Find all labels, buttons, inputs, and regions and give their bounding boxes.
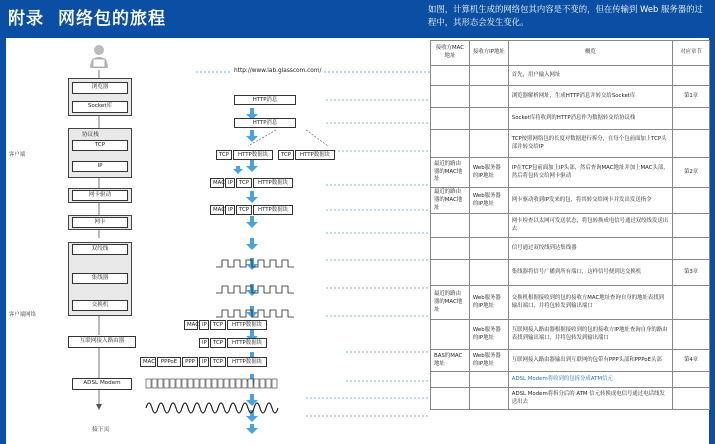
table-row [431, 108, 710, 130]
http-data-tag-4: HTTP数据块 [253, 205, 293, 215]
cell-ip: Web服务器的IP地址 [469, 286, 508, 320]
cell-mac [431, 388, 470, 410]
col-header-overview: 概览 [508, 41, 672, 66]
ip-box: IP [72, 161, 128, 172]
cell-chapter [673, 320, 710, 350]
cell-mac: 最近的路由器的MAC地址 [431, 286, 470, 320]
http-data-tag-5: HTTP数据块 [227, 320, 267, 330]
cell-ip [469, 388, 508, 410]
title-text: 网络包的旅程 [58, 9, 166, 29]
mac-tag-1: MAC [210, 178, 224, 188]
table-row [431, 260, 710, 286]
cell-ip [469, 260, 508, 286]
tcp-tag-2: TCP [278, 150, 294, 160]
browser-box: 浏览器 [72, 82, 128, 94]
nic-driver-box: 网卡驱动 [72, 190, 128, 201]
summary-table [430, 40, 710, 410]
cell-overview: 互联网接入路由器根据接收到的包的接收方IP地址查询自身的路由表找到输出端口，并将包转发到输出端口 [508, 320, 672, 350]
cell-mac [431, 320, 470, 350]
cell-overview: 网卡检查以太网可发送状态，将包转换成电信号通过双绞线发送出去 [508, 214, 672, 238]
cell-overview: 互联网接入路由器输出到互联网的包带有PPP头部和PPPoE头部 [508, 350, 672, 372]
col-header-chapter: 对应章节 [673, 41, 710, 66]
page-title [8, 4, 180, 29]
table-row [431, 388, 710, 410]
cell-ip [469, 66, 508, 86]
cell-chapter [673, 372, 710, 388]
side-label-client: 客户端 [9, 152, 26, 158]
switch-box: 交换机 [72, 300, 128, 311]
cell-chapter [673, 108, 710, 130]
cell-ip [469, 86, 508, 108]
http-data-tag-3: HTTP数据块 [253, 178, 293, 188]
router-box: 互联网接入路由器 [68, 336, 136, 348]
http-data-tag-1: HTTP数据块 [233, 150, 273, 160]
cell-ip [469, 108, 508, 130]
cell-mac: 最近的路由器的MAC地址 [431, 188, 470, 214]
cell-overview: TCP按照网络包的长度对数据进行拆分，在每个包前面加上TCP头部并转交给IP [508, 130, 672, 158]
mac-tag-3: MAC [184, 320, 198, 330]
cell-overview: 浏览器解析网址，生成HTTP消息并转交给Socket库 [508, 86, 672, 108]
cell-mac [431, 372, 470, 388]
cell-mac [431, 108, 470, 130]
cell-chapter: 第2章 [673, 158, 710, 188]
cell-overview: 集线器将信号广播到所有端口，这样信号便到达交换机 [508, 260, 672, 286]
http-data-tag-2: HTTP数据块 [295, 150, 335, 160]
cell-overview: ADSL Modem将收到的包拆分成ATM信元 [508, 372, 672, 388]
table-row [431, 66, 710, 86]
cell-chapter [673, 188, 710, 214]
table-row [431, 238, 710, 260]
twisted-pair-box: 双绞线 [72, 244, 128, 255]
table-row [431, 350, 710, 372]
tcp-tag-4: TCP [236, 205, 252, 215]
cell-chapter [673, 214, 710, 238]
hub-box: 集线器 [72, 273, 128, 284]
ip-tag-2: IP [225, 205, 235, 215]
side-label-network: 客户端网络 [9, 312, 36, 318]
cell-ip: Web服务器的IP地址 [469, 188, 508, 214]
table-row [431, 372, 710, 388]
tcp-box: TCP [72, 140, 128, 151]
url-label: http://www.lab.glasscom.com/ [234, 68, 322, 74]
adsl-modem-box: ADSL Modem [72, 378, 132, 390]
cell-ip [469, 372, 508, 388]
protocol-stack-label: 协议栈 [82, 132, 99, 138]
ip-tag-5: IP [199, 357, 209, 367]
nic-box: 网卡 [72, 217, 128, 228]
cell-ip: Web服务器的IP地址 [469, 350, 508, 372]
cell-overview: ADSL Modem将拆分后的 ATM 信元转换成电信号通过电话线发送出去 [508, 388, 672, 410]
cell-chapter [673, 286, 710, 320]
cell-chapter [673, 130, 710, 158]
cell-ip: Web服务器的IP地址 [469, 158, 508, 188]
cell-mac [431, 66, 470, 86]
http-data-tag-6: HTTP数据块 [227, 338, 267, 348]
cell-overview: 信号通过双绞线到达集线器 [508, 238, 672, 260]
table-row [431, 130, 710, 158]
cell-chapter: 第1章 [673, 86, 710, 108]
ip-tag-1: IP [225, 178, 235, 188]
tcp-tag-1: TCP [216, 150, 232, 160]
tcp-tag-6: TCP [210, 338, 226, 348]
cell-ip: Web服务器的IP地址 [469, 320, 508, 350]
table-row [431, 286, 710, 320]
cell-mac [431, 130, 470, 158]
table-row [431, 214, 710, 238]
cell-ip [469, 214, 508, 238]
cell-chapter [673, 66, 710, 86]
cell-mac: BAS的MAC地址 [431, 350, 470, 372]
cell-overview: 网卡驱动收到IP发来的包，将其转交给网卡并发出发送指令 [508, 188, 672, 214]
http-message-tag-2: HTTP消息 [234, 118, 296, 128]
user-icon [90, 45, 108, 68]
table-row [431, 158, 710, 188]
cell-mac: 最近的路由器的MAC地址 [431, 158, 470, 188]
col-header-ip: 接收方IP地址 [469, 41, 508, 66]
mac-tag-4: MAC [140, 357, 156, 367]
col-header-mac: 接收方MAC地址 [431, 41, 470, 66]
ip-tag-4: IP [199, 338, 209, 348]
tcp-tag-3: TCP [236, 178, 252, 188]
table-header-row [431, 41, 710, 66]
page-description: 如图，计算机生成的网络包其内容是不变的，但在传输到 Web 服务器的过程中，其形态会发生变化。 [428, 4, 703, 27]
cell-chapter [673, 238, 710, 260]
http-message-tag: HTTP消息 [234, 95, 296, 105]
table-row [431, 188, 710, 214]
cell-chapter: 第4章 [673, 350, 710, 372]
header-banner [0, 0, 715, 38]
pppoe-tag: PPPoE [157, 357, 181, 367]
mac-tag-2: MAC [210, 205, 224, 215]
cell-overview: 交换机根据接收到的包的接收方MAC地址查询自身的地址表找到输出端口，并将包转发到输出端口 [508, 286, 672, 320]
cell-mac [431, 260, 470, 286]
cell-ip [469, 238, 508, 260]
cell-mac [431, 238, 470, 260]
tcp-tag-5: TCP [210, 320, 226, 330]
title-prefix: 附录 [8, 9, 44, 29]
table-row [431, 86, 710, 108]
ip-tag-3: IP [199, 320, 209, 330]
socket-lib-box: Socket库 [72, 101, 128, 113]
cell-overview: 首先，用户输入网址 [508, 66, 672, 86]
tcp-tag-7: TCP [210, 357, 226, 367]
table-row [431, 320, 710, 350]
cell-overview: Socket库将收到的HTTP消息作为数据转交给协议栈 [508, 108, 672, 130]
cell-mac [431, 214, 470, 238]
cell-chapter [673, 388, 710, 410]
cell-chapter: 第3章 [673, 260, 710, 286]
http-data-tag-7: HTTP数据块 [227, 357, 267, 367]
next-page-label: 接下页 [92, 427, 110, 433]
cell-ip [469, 130, 508, 158]
ppp-tag: PPP [182, 357, 198, 367]
cell-mac [431, 86, 470, 108]
cell-overview: IP在TCP包前面加上IP头部，然后查询MAC地址并加上MAC头部，然后将包转交给网卡驱动 [508, 158, 672, 188]
